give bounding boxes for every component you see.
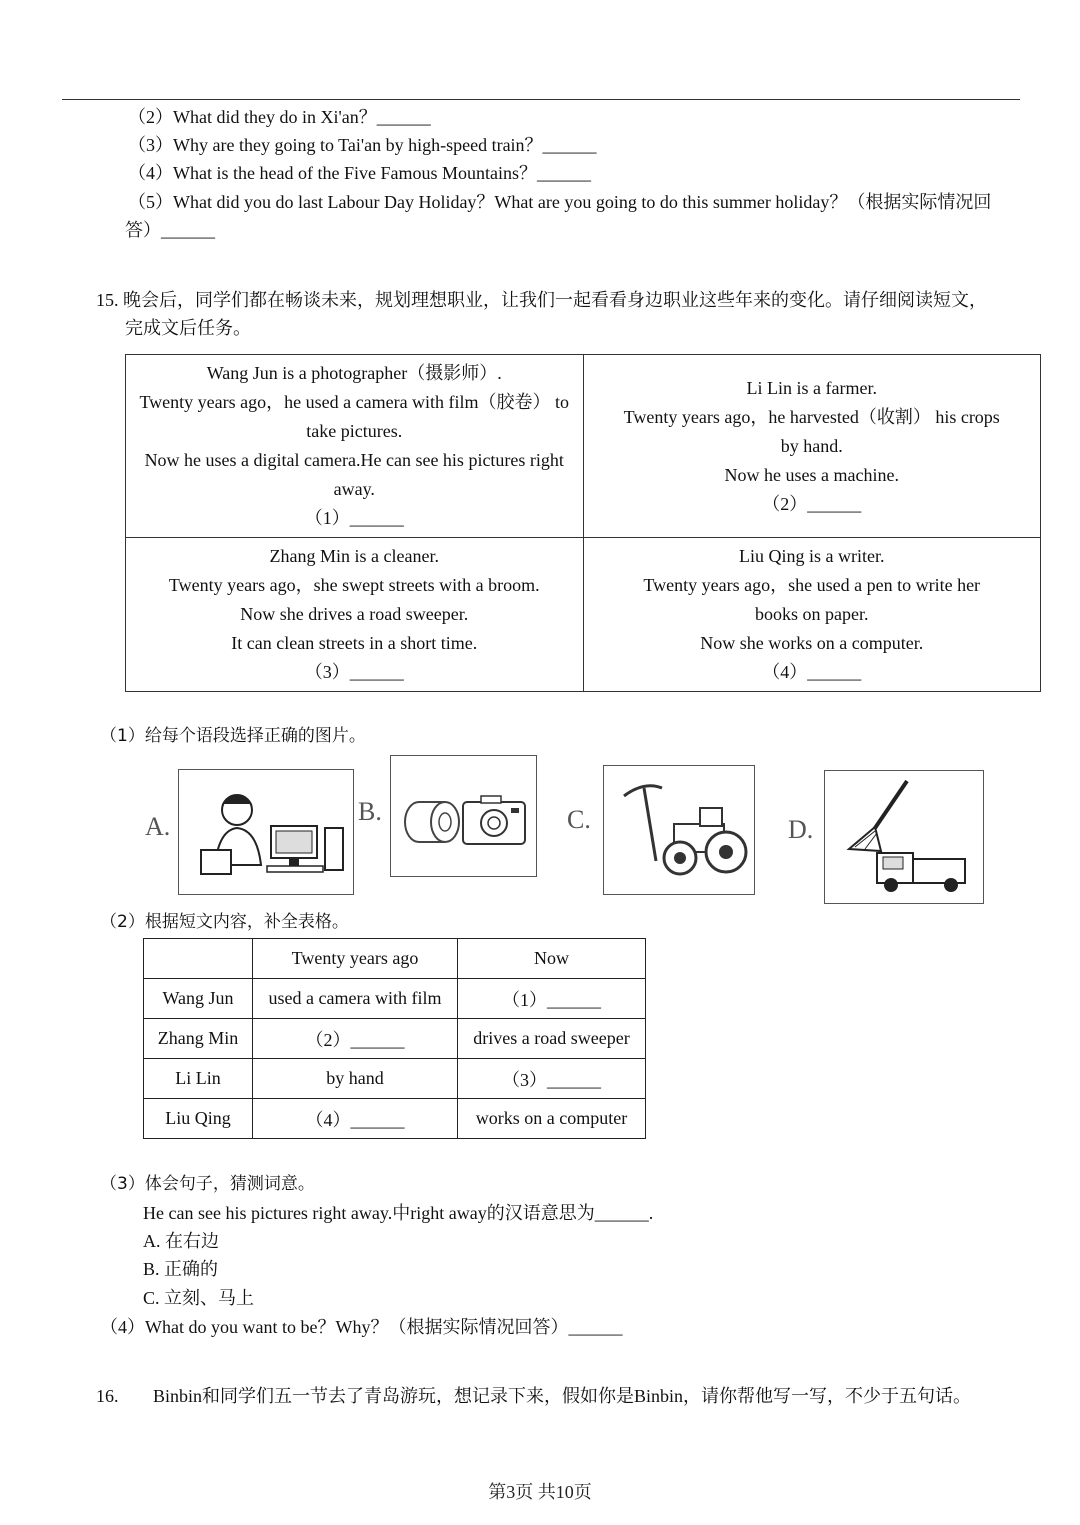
passage-line: by hand.: [780, 435, 843, 456]
passage-line: away.: [333, 479, 375, 499]
option-a: A. 在右边: [143, 1231, 219, 1251]
passage-line: Zhang Min is a cleaner.: [269, 546, 439, 566]
passage-line: Liu Qing is a writer.: [739, 546, 885, 566]
passage-wang-jun: [126, 355, 584, 538]
passage-line: take pictures.: [306, 421, 403, 441]
passage-zhang-min: [126, 538, 584, 692]
passage-line: Twenty years ago，he used a camera with film（胶卷） to: [139, 392, 570, 412]
blank-4: （4）______: [762, 662, 862, 682]
question-5-line2: 答）______: [125, 220, 215, 240]
passage-line: Twenty years ago，she swept streets with a broom.: [168, 575, 540, 595]
passage-line: Now she drives a road sweeper.: [240, 604, 469, 624]
picture-b-label: B.: [358, 797, 382, 826]
passage-line: Li Lin is a farmer.: [746, 377, 877, 398]
passage-li-lin: [583, 355, 1041, 538]
table-cell: （2）______: [253, 1019, 458, 1059]
picture-a-computer-user: [178, 769, 354, 895]
table-cell: drives a road sweeper: [458, 1019, 646, 1059]
task-3-label: （3）体会句子，猜测词意。: [100, 1174, 315, 1194]
blank-2: （2）______: [762, 493, 862, 514]
picture-a-label: A.: [145, 812, 171, 841]
picture-c-sickle-machine: [603, 765, 755, 895]
passage-line: Now he uses a machine.: [724, 464, 899, 485]
table-cell: Li Lin: [144, 1059, 253, 1099]
table-cell: Now: [458, 939, 646, 979]
table-row: [144, 1099, 646, 1139]
passage-liu-qing: [583, 538, 1041, 692]
passage-line: Now he uses a digital camera.He can see his pictures right: [144, 450, 564, 470]
picture-b-film-camera: [390, 755, 537, 877]
task-1-label: （1）给每个语段选择正确的图片。: [100, 726, 366, 746]
table-cell: [144, 939, 253, 979]
blank-1: （1）______: [304, 508, 404, 528]
question-2: （2）What did they do in Xi'an？______: [128, 107, 431, 127]
computer-user-illustration: [179, 770, 353, 894]
picture-d-label: D.: [788, 815, 814, 844]
option-c: C. 立刻、马上: [143, 1288, 255, 1308]
q16-text: Binbin和同学们五一节去了青岛游玩，想记录下来，假如你是Binbin，请你帮他写一写，不少于五句话。: [153, 1386, 972, 1406]
task-3-sentence: He can see his pictures right away.中right away的汉语意思为______.: [143, 1203, 654, 1223]
table-cell: Twenty years ago: [253, 939, 458, 979]
table-row: [144, 979, 646, 1019]
table-cell: works on a computer: [458, 1099, 646, 1139]
picture-d-broom-sweeper: [824, 770, 984, 904]
picture-options: [140, 755, 990, 905]
blank-3: （3）______: [304, 662, 404, 682]
table-row: [144, 1019, 646, 1059]
passage-line: books on paper.: [755, 604, 869, 624]
task-4-label: （4）What do you want to be？Why？（根据实际情况回答）______: [100, 1317, 623, 1337]
task-2-label: （2）根据短文内容，补全表格。: [100, 912, 349, 932]
passage-line: Twenty years ago，he harvested（收割） his crops: [623, 406, 1000, 427]
table-cell: （3）______: [458, 1059, 646, 1099]
table-cell: Liu Qing: [144, 1099, 253, 1139]
table-row: [144, 1059, 646, 1099]
passage-line: Twenty years ago，she used a pen to write her: [643, 575, 981, 595]
table-cell: used a camera with film: [253, 979, 458, 1019]
q15-intro-line1: 15. 晚会后，同学们都在畅谈未来，规划理想职业，让我们一起看看身边职业这些年来的变化。请仔细阅读短文，: [96, 290, 987, 310]
passage-line: Wang Jun is a photographer（摄影师）.: [206, 363, 502, 383]
option-b: B. 正确的: [143, 1259, 219, 1279]
film-roll-camera-illustration: [391, 756, 536, 876]
passage-line: It can clean streets in a short time.: [231, 633, 478, 653]
table-header-row: [144, 939, 646, 979]
passage-line: Now she works on a computer.: [700, 633, 924, 653]
q15-intro-line2: 完成文后任务。: [125, 318, 251, 338]
picture-c-label: C.: [567, 805, 591, 834]
table-cell: Wang Jun: [144, 979, 253, 1019]
question-5-line1: （5）What did you do last Labour Day Holiday？What are you going to do this summer holiday？（根据实际情况回: [128, 192, 992, 212]
q16-number: 16.: [96, 1386, 119, 1406]
page-number: 第3页 共10页: [488, 1482, 592, 1502]
passages-table: [125, 354, 1041, 692]
table-cell: （1）______: [458, 979, 646, 1019]
question-4: （4）What is the head of the Five Famous Mountains？______: [128, 163, 591, 183]
table-cell: （4）______: [253, 1099, 458, 1139]
fill-in-table: [143, 938, 646, 1139]
broom-sweeper-truck-illustration: [825, 771, 983, 903]
question-3: （3）Why are they going to Tai'an by high-speed train？______: [128, 135, 597, 155]
sickle-harvester-illustration: [604, 766, 754, 894]
table-cell: Zhang Min: [144, 1019, 253, 1059]
table-cell: by hand: [253, 1059, 458, 1099]
header-rule: [62, 99, 1020, 100]
